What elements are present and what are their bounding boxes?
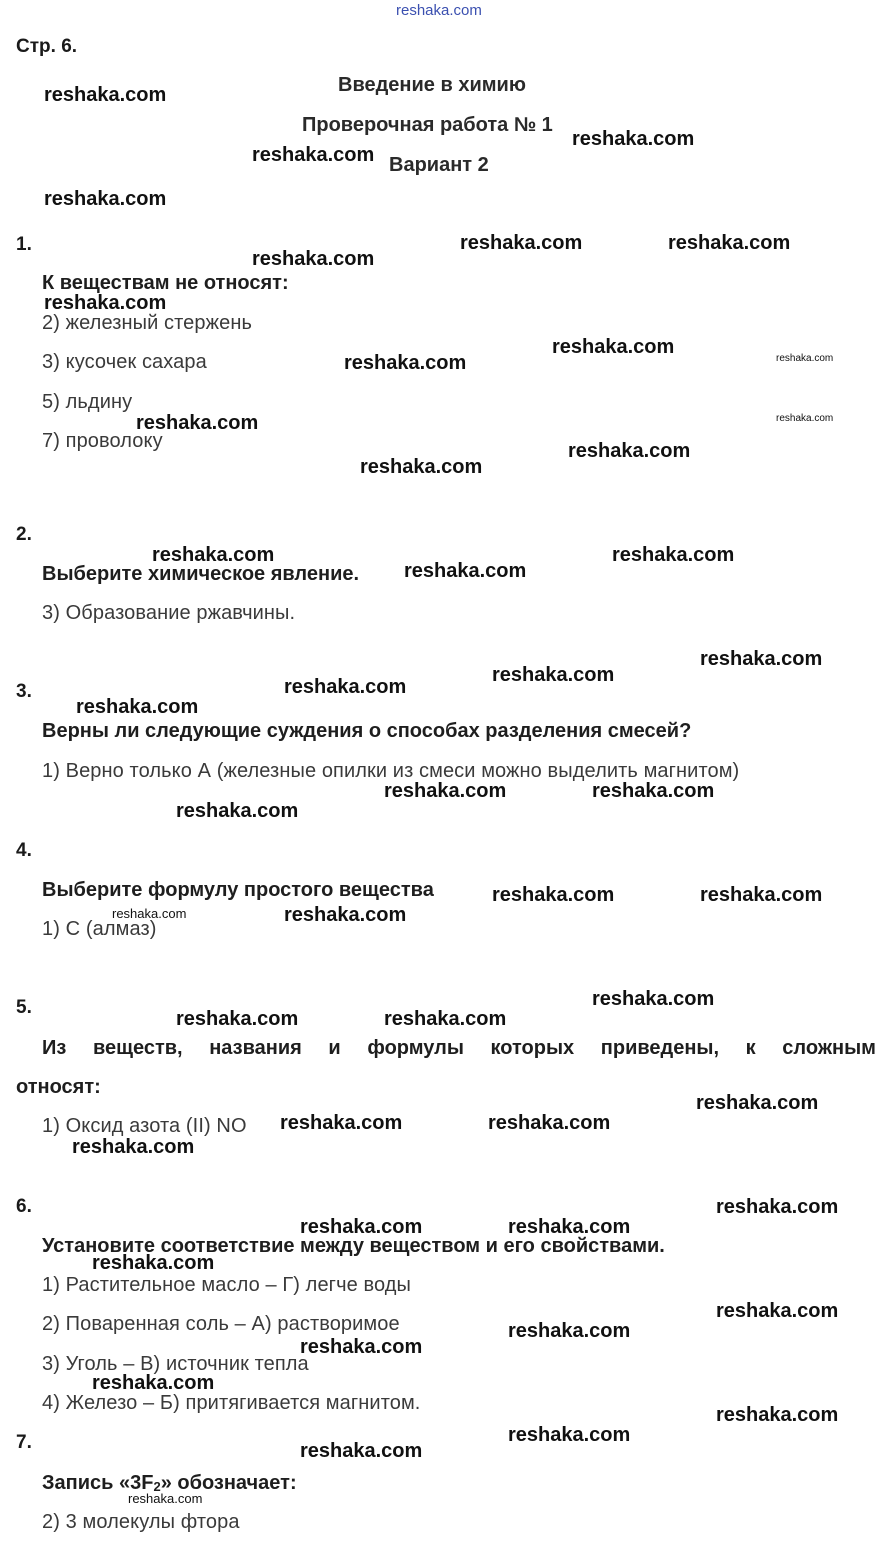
watermark: reshaka.com: [700, 884, 823, 906]
watermark: reshaka.com: [700, 648, 823, 670]
watermark: reshaka.com: [300, 1336, 423, 1358]
watermark: reshaka.com: [508, 1320, 631, 1342]
watermark: reshaka.com: [44, 292, 167, 314]
watermark: reshaka.com: [76, 696, 199, 718]
question-text-cont: относят:: [16, 1076, 101, 1098]
watermark: reshaka.com: [592, 988, 715, 1010]
answer-item: 5) льдину: [42, 391, 133, 413]
watermark: reshaka.com: [552, 336, 675, 358]
question-number: 2.: [16, 524, 32, 545]
question-text: Верны ли следующие суждения о способах разделения смесей?: [42, 720, 692, 742]
question-number: 4.: [16, 840, 32, 861]
answer-item: 3) Уголь – В) источник тепла: [42, 1353, 309, 1375]
question-number: 5.: [16, 997, 32, 1018]
question-text: Выберите формулу простого вещества: [42, 879, 434, 901]
watermark: reshaka.com: [252, 144, 375, 166]
watermark: reshaka.com: [716, 1196, 839, 1218]
watermark: reshaka.com: [668, 232, 791, 254]
watermark: reshaka.com: [360, 456, 483, 478]
question-number: 7.: [16, 1432, 32, 1453]
variant-label: Вариант 2: [389, 154, 489, 176]
answer-item: 2) Поваренная соль – А) растворимое: [42, 1313, 400, 1335]
question-number: 6.: [16, 1196, 32, 1217]
watermark: reshaka.com: [460, 232, 583, 254]
watermark: reshaka.com: [176, 1008, 299, 1030]
question-text: Выберите химическое явление.: [42, 563, 360, 585]
watermark: reshaka.com: [492, 884, 615, 906]
answer-item: 4) Железо – Б) притягивается магнитом.: [42, 1392, 421, 1414]
test-title: Проверочная работа № 1: [302, 114, 553, 136]
answer-item: 3) Образование ржавчины.: [42, 602, 296, 624]
question-text: Из веществ, названия и формулы которых приведены, к сложным: [42, 1037, 876, 1059]
watermark: reshaka.com: [344, 352, 467, 374]
watermark: reshaka.com: [284, 904, 407, 926]
watermark: reshaka.com: [492, 664, 615, 686]
site-link-top[interactable]: reshaka.com: [396, 2, 482, 19]
watermark: reshaka.com: [252, 248, 375, 270]
question-text: К веществам не относят:: [42, 272, 289, 294]
watermark: reshaka.com: [92, 1372, 215, 1394]
watermark: reshaka.com: [92, 1252, 215, 1274]
answer-item: 1) Верно только А (железные опилки из смеси можно выделить магнитом): [42, 760, 740, 782]
answer-item: 1) Растительное масло – Г) легче воды: [42, 1274, 411, 1296]
watermark: reshaka.com: [404, 560, 527, 582]
document-title: Введение в химию: [338, 74, 526, 96]
answer-item: 1) С (алмаз): [42, 918, 157, 940]
watermark: reshaka.com: [300, 1216, 423, 1238]
question-text: Установите соответствие между веществом и его свойствами.: [42, 1235, 665, 1257]
answer-item: 2) железный стержень: [42, 312, 252, 334]
watermark: reshaka.com: [508, 1216, 631, 1238]
watermark: reshaka.com: [612, 544, 735, 566]
watermark: reshaka.com: [284, 676, 407, 698]
watermark: reshaka.com: [176, 800, 299, 822]
answer-item: 2) 3 молекулы фтора: [42, 1511, 240, 1533]
watermark: reshaka.com: [568, 440, 691, 462]
watermark: reshaka.com: [776, 413, 834, 424]
answer-item: 7) проволоку: [42, 430, 163, 452]
answer-item: 3) кусочек сахара: [42, 351, 207, 373]
page-reference: Стр. 6.: [16, 36, 78, 57]
watermark: reshaka.com: [572, 128, 695, 150]
watermark: reshaka.com: [716, 1300, 839, 1322]
watermark: reshaka.com: [592, 780, 715, 802]
watermark: reshaka.com: [44, 188, 167, 210]
watermark: reshaka.com: [280, 1112, 403, 1134]
watermark: reshaka.com: [112, 906, 187, 921]
watermark: reshaka.com: [488, 1112, 611, 1134]
watermark: reshaka.com: [384, 1008, 507, 1030]
watermark: reshaka.com: [300, 1440, 423, 1462]
watermark: reshaka.com: [72, 1136, 195, 1158]
watermark: reshaka.com: [136, 412, 259, 434]
watermark: reshaka.com: [44, 84, 167, 106]
question-number: 1.: [16, 234, 32, 255]
watermark: reshaka.com: [128, 1491, 203, 1506]
watermark: reshaka.com: [716, 1404, 839, 1426]
watermark: reshaka.com: [384, 780, 507, 802]
watermark: reshaka.com: [508, 1424, 631, 1446]
watermark: reshaka.com: [152, 544, 275, 566]
answer-item: 1) Оксид азота (II) NO: [42, 1115, 247, 1137]
question-text: Запись «$3F_2$» обозначает:: [42, 1472, 297, 1494]
watermark: reshaka.com: [696, 1092, 819, 1114]
watermark: reshaka.com: [776, 353, 834, 364]
question-number: 3.: [16, 681, 32, 702]
